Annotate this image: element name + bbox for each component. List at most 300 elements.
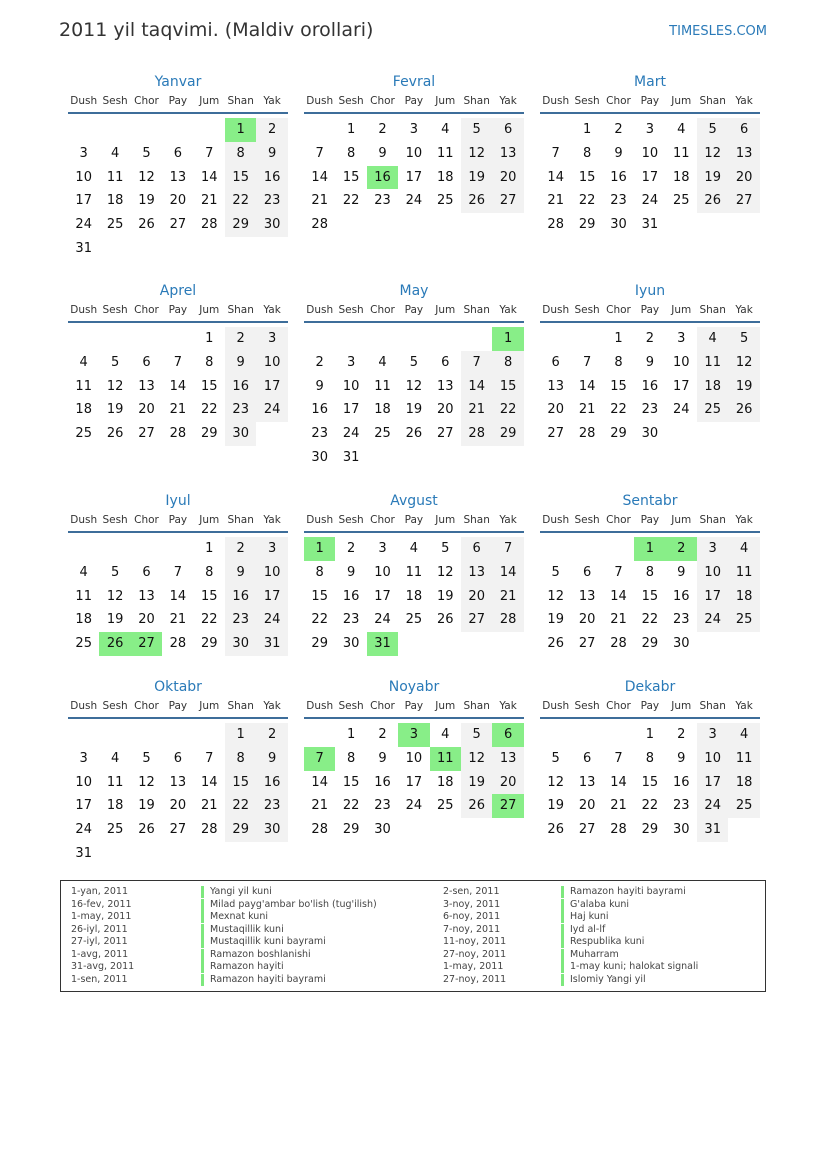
day-cell: 29 [641, 822, 659, 838]
day-cell: 21 [610, 798, 627, 814]
weekday-header: Chor [134, 95, 159, 107]
day-cell: 25 [735, 798, 753, 814]
legend-date: 1-may, 2011 [71, 911, 132, 922]
day-cell: 26 [138, 822, 155, 838]
day-cell: 4 [378, 354, 387, 370]
weekday-header: Dush [306, 700, 334, 712]
day-cell: 10 [342, 378, 360, 394]
month-title: Iyul [165, 493, 191, 509]
day-cell: 28 [311, 217, 328, 233]
day-cell: 5 [110, 564, 120, 580]
day-cell: 31 [75, 846, 92, 861]
weekday-header: Yak [499, 514, 517, 526]
day-cell: 31 [263, 636, 281, 652]
day-cell: 9 [315, 378, 324, 394]
day-cell: 21 [169, 402, 187, 418]
day-cell: 5 [551, 564, 560, 580]
day-cell: 20 [138, 612, 155, 628]
month-oktabr [68, 679, 288, 866]
legend-holiday-name: 1-may kuni; halokat signali [561, 961, 698, 973]
day-cell: 5 [472, 727, 481, 742]
day-cell: 12 [106, 378, 124, 394]
day-cell: 21 [201, 798, 218, 814]
weekday-header: Pay [168, 700, 188, 712]
day-cell: 23 [673, 612, 690, 628]
day-cell: 27 [547, 426, 564, 442]
day-cell: 19 [468, 169, 485, 185]
day-cell: 5 [441, 541, 450, 556]
day-cell: 26 [405, 426, 423, 442]
header-rule [540, 321, 760, 323]
day-cell: 3 [378, 541, 387, 556]
day-cell: 5 [472, 122, 481, 137]
weekday-header: Jum [199, 514, 220, 526]
day-cell: 24 [704, 612, 721, 628]
day-cell: 16 [374, 774, 391, 790]
weekday-header: Pay [640, 514, 660, 526]
day-cell: 2 [236, 541, 245, 556]
weekday-header: Yak [263, 700, 281, 712]
legend-holiday-name: Mustaqillik kuni [201, 924, 284, 936]
weekday-header: Sesh [338, 304, 364, 316]
day-cell: 6 [142, 564, 151, 580]
day-cell: 2 [346, 541, 356, 556]
day-cell: 18 [106, 193, 124, 209]
weekday-header: Chor [370, 95, 395, 107]
day-cell: 27 [499, 193, 517, 209]
legend-holiday-name: Mustaqillik kuni bayrami [201, 936, 326, 948]
legend-holiday-name: Islomiy Yangi yil [561, 974, 646, 986]
day-cell: 15 [342, 169, 360, 185]
day-cell: 12 [704, 145, 721, 161]
day-cell: 26 [547, 636, 564, 652]
weekday-header: Jum [199, 95, 220, 107]
day-cell: 23 [610, 193, 627, 209]
day-cell: 8 [236, 145, 245, 161]
legend-date: 26-iyl, 2011 [71, 923, 128, 935]
day-cell: 14 [610, 774, 627, 790]
weekday-header: Sesh [574, 514, 600, 526]
day-cell: 2 [236, 331, 245, 346]
day-cell: 18 [437, 169, 454, 185]
weekday-header: Jum [435, 304, 456, 316]
day-cell: 3 [708, 541, 717, 556]
day-cell: 2 [267, 727, 277, 742]
legend-date: 27-noy, 2011 [443, 948, 507, 960]
day-cell: 13 [138, 378, 155, 394]
day-cell: 5 [551, 750, 560, 766]
day-cell: 4 [739, 541, 749, 556]
weekday-header: Chor [606, 95, 631, 107]
weekday-header: Shan [699, 514, 726, 526]
day-cell: 23 [673, 798, 690, 814]
weekday-header: Chor [606, 514, 631, 526]
day-cell: 28 [169, 426, 187, 442]
weekday-header: Dush [542, 95, 570, 107]
day-cell: 28 [169, 636, 187, 652]
weekday-header: Shan [699, 95, 726, 107]
day-cell: 25 [106, 217, 124, 233]
day-cell: 1 [346, 122, 356, 137]
legend-holiday-name: Ramazon boshlanishi [201, 949, 311, 961]
weekday-header: Sesh [574, 95, 600, 107]
day-cell: 11 [106, 774, 124, 790]
header-rule [68, 321, 288, 323]
day-cell: 9 [236, 354, 245, 370]
day-cell: 25 [106, 822, 124, 838]
day-cell: 22 [342, 798, 360, 814]
header-rule [68, 112, 288, 114]
legend-holiday-name: Ramazon hayiti bayrami [561, 886, 686, 898]
legend-holiday-name: G'alaba kuni [561, 899, 629, 911]
day-cell: 22 [578, 193, 596, 209]
day-cell: 14 [499, 564, 517, 580]
month-title: Yanvar [154, 74, 202, 90]
holiday-day: 1 [634, 537, 665, 561]
holiday-day: 27 [131, 632, 162, 656]
day-cell: 1 [645, 727, 655, 742]
day-cell: 13 [547, 378, 564, 394]
header-rule [540, 531, 760, 533]
month-may [304, 283, 524, 470]
day-cell: 8 [205, 564, 214, 580]
day-cell: 15 [201, 378, 218, 394]
day-cell: 26 [547, 822, 564, 838]
site-link[interactable]: TIMESLES.COM [669, 24, 767, 39]
day-cell: 21 [201, 193, 218, 209]
day-cell: 13 [437, 378, 454, 394]
weekday-header: Sesh [102, 304, 128, 316]
page-title: 2011 yil taqvimi. (Maldiv orollari) [59, 19, 374, 41]
day-cell: 22 [201, 612, 218, 628]
legend-date: 27-iyl, 2011 [71, 936, 128, 947]
day-cell: 4 [677, 122, 686, 137]
day-cell: 29 [578, 217, 596, 233]
day-cell: 29 [311, 636, 328, 652]
weekday-header: Yak [263, 514, 281, 526]
day-cell: 21 [578, 402, 596, 418]
month-iyul [68, 493, 288, 656]
day-cell: 15 [311, 588, 328, 604]
day-cell: 15 [641, 774, 659, 790]
month-avgust [304, 493, 524, 656]
weekday-header: Chor [606, 700, 631, 712]
day-cell: 17 [704, 774, 721, 790]
day-cell: 18 [704, 378, 721, 394]
day-cell: 9 [677, 564, 686, 580]
day-cell: 18 [735, 774, 753, 790]
month-title: Sentabr [622, 493, 678, 509]
day-cell: 1 [205, 541, 214, 556]
day-cell: 18 [106, 798, 124, 814]
holiday-day: 2 [666, 537, 697, 561]
day-cell: 31 [75, 241, 92, 256]
day-cell: 20 [499, 169, 517, 185]
day-cell: 10 [75, 774, 92, 790]
day-cell: 27 [169, 822, 187, 838]
day-cell: 8 [645, 750, 655, 766]
day-cell: 11 [106, 169, 124, 185]
holiday-day: 26 [99, 632, 130, 656]
weekday-header: Pay [404, 95, 424, 107]
day-cell: 26 [106, 426, 124, 442]
holiday-day: 3 [398, 723, 429, 747]
day-cell: 6 [739, 122, 749, 137]
weekday-header: Yak [263, 95, 281, 107]
day-cell: 17 [704, 588, 721, 604]
day-cell: 1 [205, 331, 214, 346]
day-cell: 2 [645, 331, 655, 346]
day-cell: 11 [437, 145, 454, 161]
month-sentabr [540, 493, 760, 656]
day-cell: 24 [641, 193, 659, 209]
weekday-header: Sesh [338, 514, 364, 526]
holiday-day: 1 [304, 537, 335, 561]
day-cell: 31 [342, 450, 360, 465]
day-cell: 3 [645, 122, 655, 137]
day-cell: 11 [75, 378, 92, 394]
day-cell: 22 [232, 193, 249, 209]
day-cell: 28 [610, 636, 627, 652]
day-cell: 24 [374, 612, 391, 628]
day-cell: 14 [311, 169, 328, 185]
day-cell: 19 [138, 798, 155, 814]
legend-date: 1-yan, 2011 [71, 886, 128, 897]
weekday-header: Sesh [574, 304, 600, 316]
day-cell: 13 [578, 774, 596, 790]
day-cell: 17 [641, 169, 659, 185]
day-cell: 19 [547, 798, 564, 814]
day-cell: 2 [614, 122, 623, 137]
day-cell: 8 [346, 145, 356, 161]
day-cell: 28 [311, 822, 328, 838]
legend-date: 6-noy, 2011 [443, 911, 501, 922]
day-cell: 20 [578, 612, 596, 628]
day-cell: 11 [374, 378, 391, 394]
day-cell: 21 [169, 612, 187, 628]
weekday-header: Dush [306, 514, 334, 526]
day-cell: 5 [142, 750, 151, 766]
day-cell: 30 [311, 450, 328, 465]
weekday-header: Chor [134, 304, 159, 316]
day-cell: 1 [236, 727, 245, 742]
month-title: Fevral [392, 74, 436, 90]
weekday-header: Dush [70, 514, 98, 526]
day-cell: 12 [468, 145, 485, 161]
day-cell: 30 [374, 822, 391, 838]
day-cell: 4 [441, 122, 450, 137]
day-cell: 17 [263, 378, 281, 394]
day-cell: 10 [641, 145, 659, 161]
day-cell: 30 [673, 822, 690, 838]
day-cell: 16 [342, 588, 360, 604]
day-cell: 30 [232, 426, 249, 442]
legend-date: 16-fev, 2011 [71, 898, 132, 910]
day-cell: 29 [641, 636, 659, 652]
weekday-header: Chor [370, 304, 395, 316]
day-cell: 24 [263, 402, 281, 418]
day-cell: 30 [342, 636, 360, 652]
day-cell: 1 [582, 122, 592, 137]
weekday-header: Sesh [574, 700, 600, 712]
day-cell: 6 [551, 354, 560, 370]
day-cell: 5 [110, 354, 120, 370]
day-cell: 20 [499, 774, 517, 790]
weekday-header: Shan [699, 700, 726, 712]
weekday-header: Chor [606, 304, 631, 316]
day-cell: 26 [704, 193, 721, 209]
day-cell: 31 [704, 822, 721, 838]
day-cell: 8 [236, 750, 245, 766]
weekday-header: Dush [542, 304, 570, 316]
day-cell: 25 [75, 426, 92, 442]
header-rule [540, 112, 760, 114]
day-cell: 9 [346, 564, 356, 580]
day-cell: 7 [614, 750, 623, 766]
holiday-day: 6 [492, 723, 523, 747]
day-cell: 28 [468, 426, 485, 442]
weekday-header: Yak [735, 304, 753, 316]
day-cell: 14 [201, 169, 218, 185]
day-cell: 14 [610, 588, 627, 604]
day-cell: 2 [677, 727, 686, 742]
weekday-header: Sesh [338, 700, 364, 712]
day-cell: 24 [342, 426, 360, 442]
day-cell: 17 [405, 774, 423, 790]
day-cell: 27 [735, 193, 753, 209]
legend-date: 7-noy, 2011 [443, 923, 501, 935]
day-cell: 16 [610, 169, 627, 185]
day-cell: 14 [547, 169, 564, 185]
day-cell: 9 [645, 354, 655, 370]
weekday-header: Sesh [102, 700, 128, 712]
day-cell: 13 [468, 564, 485, 580]
day-cell: 19 [106, 612, 124, 628]
day-cell: 24 [263, 612, 281, 628]
legend-holiday-name: Mexnat kuni [201, 911, 268, 923]
day-cell: 20 [468, 588, 485, 604]
weekday-header: Shan [463, 304, 490, 316]
day-cell: 8 [315, 564, 324, 580]
day-cell: 12 [405, 378, 423, 394]
day-cell: 14 [311, 774, 328, 790]
day-cell: 22 [499, 402, 517, 418]
weekday-header: Pay [640, 700, 660, 712]
day-cell: 30 [673, 636, 690, 652]
day-cell: 22 [342, 193, 360, 209]
day-cell: 5 [739, 331, 749, 346]
day-cell: 25 [437, 798, 454, 814]
day-cell: 13 [735, 145, 753, 161]
weekday-header: Pay [168, 95, 188, 107]
month-title: Dekabr [624, 679, 676, 695]
day-cell: 7 [205, 145, 214, 161]
day-cell: 22 [232, 798, 249, 814]
day-cell: 20 [547, 402, 564, 418]
day-cell: 27 [169, 217, 187, 233]
weekday-header: Yak [499, 700, 517, 712]
day-cell: 2 [378, 122, 387, 137]
weekday-header: Jum [671, 700, 692, 712]
day-cell: 30 [610, 217, 627, 233]
legend-date: 3-noy, 2011 [443, 898, 501, 910]
day-cell: 8 [614, 354, 623, 370]
day-cell: 24 [75, 822, 92, 838]
legend-holiday-name: Milad payg'ambar bo'lish (tug'ilish) [201, 899, 377, 911]
holiday-day: 11 [430, 747, 461, 771]
day-cell: 30 [641, 426, 659, 442]
month-mart [540, 74, 760, 237]
day-cell: 17 [405, 169, 423, 185]
weekday-header: Pay [404, 514, 424, 526]
day-cell: 26 [735, 402, 753, 418]
day-cell: 3 [79, 145, 88, 161]
day-cell: 1 [614, 331, 623, 346]
weekday-header: Dush [70, 95, 98, 107]
weekday-header: Yak [735, 700, 753, 712]
day-cell: 29 [499, 426, 517, 442]
month-title: Aprel [159, 283, 197, 299]
day-cell: 7 [503, 541, 513, 556]
weekday-header: Jum [435, 514, 456, 526]
day-cell: 28 [610, 822, 627, 838]
month-aprel [68, 283, 288, 446]
day-cell: 13 [499, 145, 517, 161]
day-cell: 14 [169, 378, 187, 394]
day-cell: 22 [641, 798, 659, 814]
day-cell: 14 [169, 588, 187, 604]
day-cell: 19 [468, 774, 485, 790]
day-cell: 2 [378, 727, 387, 742]
weekday-header: Pay [168, 304, 188, 316]
weekday-header: Chor [370, 700, 395, 712]
day-cell: 19 [138, 193, 155, 209]
day-cell: 10 [263, 564, 281, 580]
month-title: Noyabr [388, 679, 440, 695]
weekday-header: Yak [735, 95, 753, 107]
day-cell: 22 [201, 402, 218, 418]
weekday-header: Yak [735, 514, 753, 526]
day-cell: 9 [267, 145, 277, 161]
day-cell: 24 [405, 798, 423, 814]
holiday-day: 16 [367, 166, 398, 190]
legend-holiday-name: Muharram [561, 949, 619, 961]
day-cell: 25 [75, 636, 92, 652]
day-cell: 13 [499, 750, 517, 766]
legend-holiday-name: Haj kuni [561, 911, 609, 923]
legend-date: 2-sen, 2011 [443, 886, 500, 897]
day-cell: 17 [374, 588, 391, 604]
day-cell: 28 [547, 217, 564, 233]
header-rule [304, 531, 524, 533]
day-cell: 8 [346, 750, 356, 766]
day-cell: 4 [708, 331, 717, 346]
holiday-legend [60, 880, 766, 992]
day-cell: 24 [405, 193, 423, 209]
holiday-day: 31 [367, 632, 398, 656]
day-cell: 12 [735, 354, 753, 370]
month-dekabr [540, 679, 760, 842]
weekday-header: Dush [70, 304, 98, 316]
day-cell: 15 [499, 378, 517, 394]
day-cell: 13 [138, 588, 155, 604]
day-cell: 21 [610, 612, 627, 628]
day-cell: 16 [263, 169, 281, 185]
day-cell: 10 [673, 354, 690, 370]
day-cell: 11 [704, 354, 721, 370]
month-title: Iyun [634, 283, 666, 299]
day-cell: 4 [79, 564, 88, 580]
